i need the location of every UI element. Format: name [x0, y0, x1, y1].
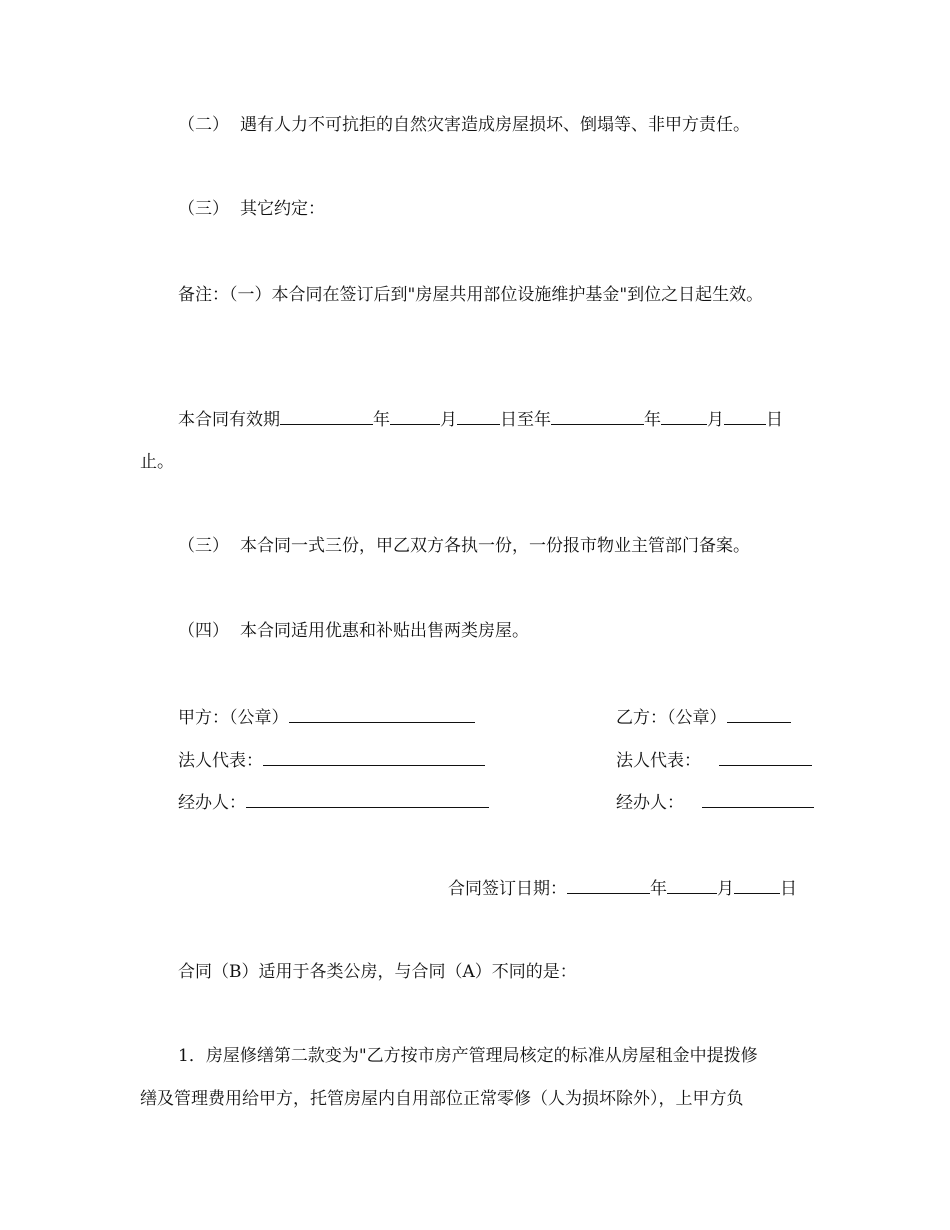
party-b-seal-blank[interactable] [727, 705, 791, 723]
clause-text: 其它约定： [240, 199, 325, 219]
validity-day-to-year: 日至年 [500, 410, 551, 430]
party-b-seal-label: 乙方：（公章） [616, 708, 727, 728]
validity-end-text: 止。 [140, 452, 174, 472]
contract-b-intro [178, 961, 577, 983]
clause-text: 本合同一式三份，甲乙双方各执一份，一份报市物业主管部门备案。 [240, 536, 750, 556]
blank-start-month[interactable] [390, 407, 440, 425]
party-a-seal-blank[interactable] [289, 705, 475, 723]
validity-month-label: 月 [440, 410, 457, 430]
validity-line [178, 407, 783, 431]
party-b-rep-blank[interactable] [719, 748, 812, 766]
clause-three-other [178, 198, 325, 220]
validity-month2-label: 月 [707, 410, 724, 430]
party-a-agent-label: 经办人： [178, 793, 246, 813]
signing-month-label: 月 [717, 879, 734, 899]
blank-end-year[interactable] [551, 407, 644, 425]
signing-month-blank[interactable] [667, 876, 717, 894]
party-b-agent [616, 790, 814, 814]
item-one-text-1: 1．房屋修缮第二款变为"乙方按市房产管理局核定的标准从房屋租金中提拨修 [178, 1046, 758, 1066]
clause-two [178, 114, 750, 136]
party-a-seal [178, 705, 475, 729]
party-a-agent-blank[interactable] [246, 790, 489, 808]
party-a-rep-blank[interactable] [263, 748, 485, 766]
remarks [178, 284, 763, 306]
clause-marker: （二） [178, 115, 229, 135]
blank-start-day[interactable] [457, 407, 500, 425]
validity-end [140, 451, 174, 473]
validity-day-label: 日 [766, 410, 783, 430]
validity-year-label: 年 [373, 410, 390, 430]
blank-start-year[interactable] [280, 407, 373, 425]
clause-marker: （三） [178, 199, 229, 219]
party-b-rep-label: 法人代表： [616, 751, 701, 771]
blank-end-month[interactable] [661, 407, 707, 425]
party-a-rep-label: 法人代表： [178, 751, 263, 771]
item-one-text-2: 缮及管理费用给甲方，托管房屋内自用部位正常零修（人为损坏除外），上甲方负 [140, 1089, 744, 1109]
validity-year2-label: 年 [644, 410, 661, 430]
validity-prefix: 本合同有效期 [178, 410, 280, 430]
signing-date-label: 合同签订日期： [448, 879, 567, 899]
clause-four [178, 620, 529, 642]
clause-three-copies [178, 535, 750, 557]
remarks-text: 备注：（一）本合同在签订后到"房屋共用部位设施维护基金"到位之日起生效。 [178, 285, 764, 305]
signing-year-blank[interactable] [567, 876, 650, 894]
signing-day-label: 日 [780, 879, 797, 899]
blank-end-day[interactable] [724, 407, 766, 425]
party-a-agent [178, 790, 489, 814]
item-one-line2 [140, 1088, 744, 1110]
clause-text: 遇有人力不可抗拒的自然灾害造成房屋损坏、倒塌等、非甲方责任。 [240, 115, 750, 135]
party-b-rep [616, 748, 812, 772]
clause-text: 本合同适用优惠和补贴出售两类房屋。 [240, 621, 529, 641]
contract-b-intro-text: 合同（B）适用于各类公房，与合同（A）不同的是： [178, 962, 577, 982]
party-b-agent-label: 经办人： [616, 793, 684, 813]
party-a-rep [178, 748, 485, 772]
item-one-line1 [178, 1045, 758, 1067]
signing-date [448, 876, 797, 900]
clause-marker: （四） [178, 621, 229, 641]
signing-day-blank[interactable] [734, 876, 780, 894]
signing-year-label: 年 [650, 879, 667, 899]
party-b-seal [616, 705, 791, 729]
party-b-agent-blank[interactable] [702, 790, 814, 808]
party-a-seal-label: 甲方：（公章） [178, 708, 289, 728]
clause-marker: （三） [178, 536, 229, 556]
